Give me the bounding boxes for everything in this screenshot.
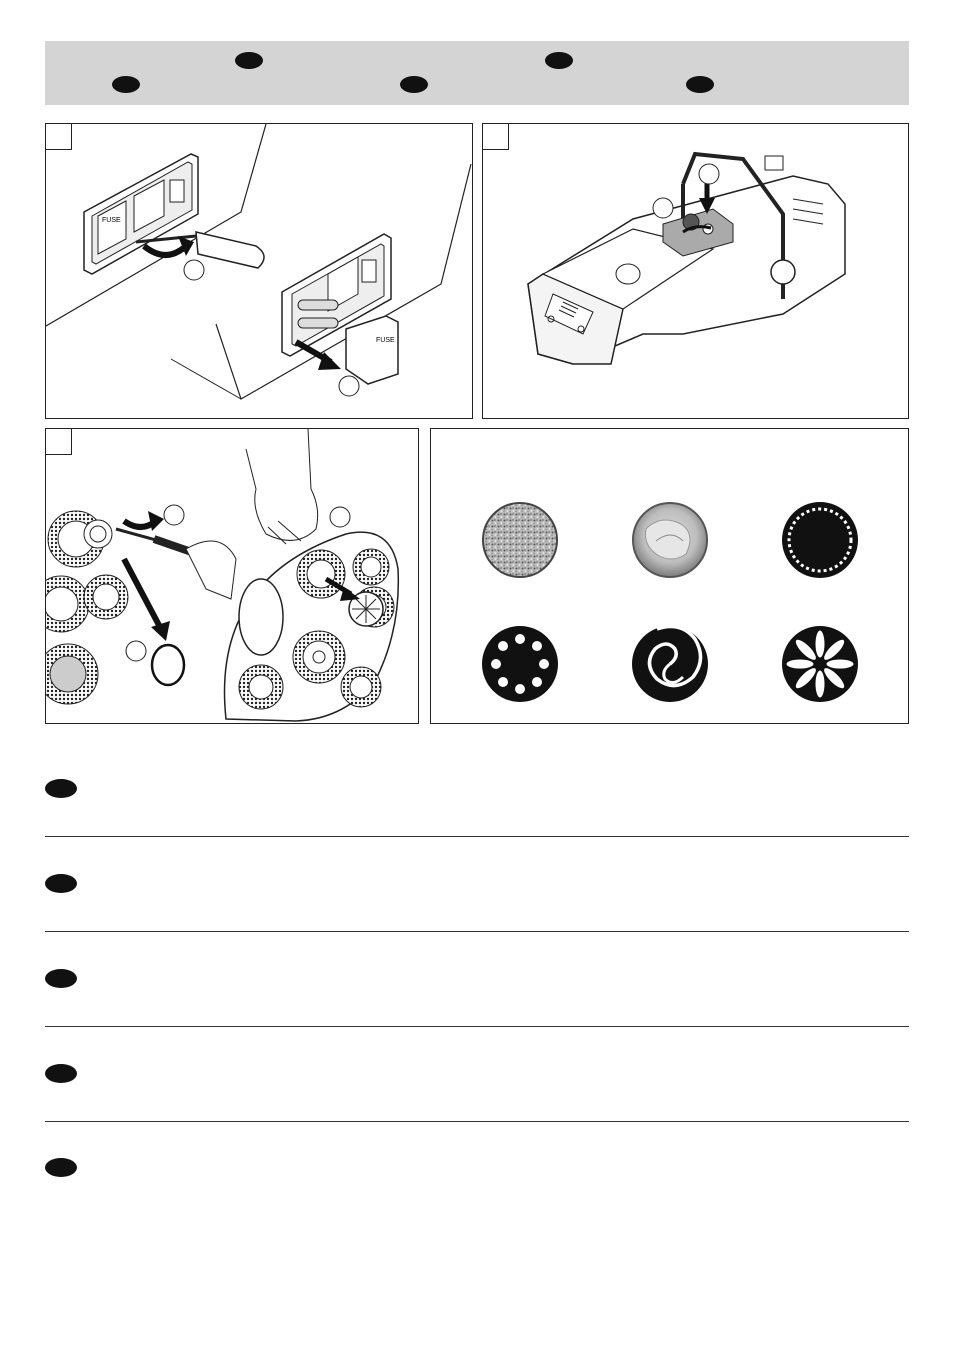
language-header-band [45,41,909,105]
gobo-ring-of-holes [482,626,558,702]
step-marker [653,198,673,218]
figure-number [45,123,72,150]
section-language-badge [45,1158,77,1177]
step-marker [164,505,184,525]
step-marker [330,507,350,527]
language-badge [235,52,263,69]
figure-number [482,123,509,150]
step-marker [699,164,719,184]
device-illustration [483,124,910,420]
step-marker [184,260,204,280]
section-divider [45,836,909,837]
section-divider [45,931,909,932]
section-language-badge [45,969,77,988]
section-divider [45,1121,909,1122]
step-marker [339,376,359,396]
gobo-flower [782,626,858,702]
figure-gobo-patterns [430,428,909,724]
section-language-badge [45,874,77,893]
fuse-label: FUSE [102,217,121,224]
section-divider [45,1026,909,1027]
figure-fuse-replacement [45,123,473,419]
gobo-spiral [632,626,708,702]
language-badge [400,76,428,93]
gobo-patterns [431,429,910,725]
figure-gobo-wheel [45,428,419,724]
step-marker [126,641,146,661]
section-language-badge [45,1064,77,1083]
fuse-label: FUSE [376,337,395,344]
gobo-notched-ring [782,502,858,578]
figure-number [45,428,72,455]
gobo-wheel-illustration [46,429,420,725]
language-badge [545,52,573,69]
language-badge [112,76,140,93]
section-language-badge [45,779,77,798]
figure-device-lamp [482,123,909,419]
language-badge [686,76,714,93]
gobo-dotted-texture [483,503,557,577]
gobo-cloud-texture [633,503,707,577]
fuse-illustration [46,124,474,420]
